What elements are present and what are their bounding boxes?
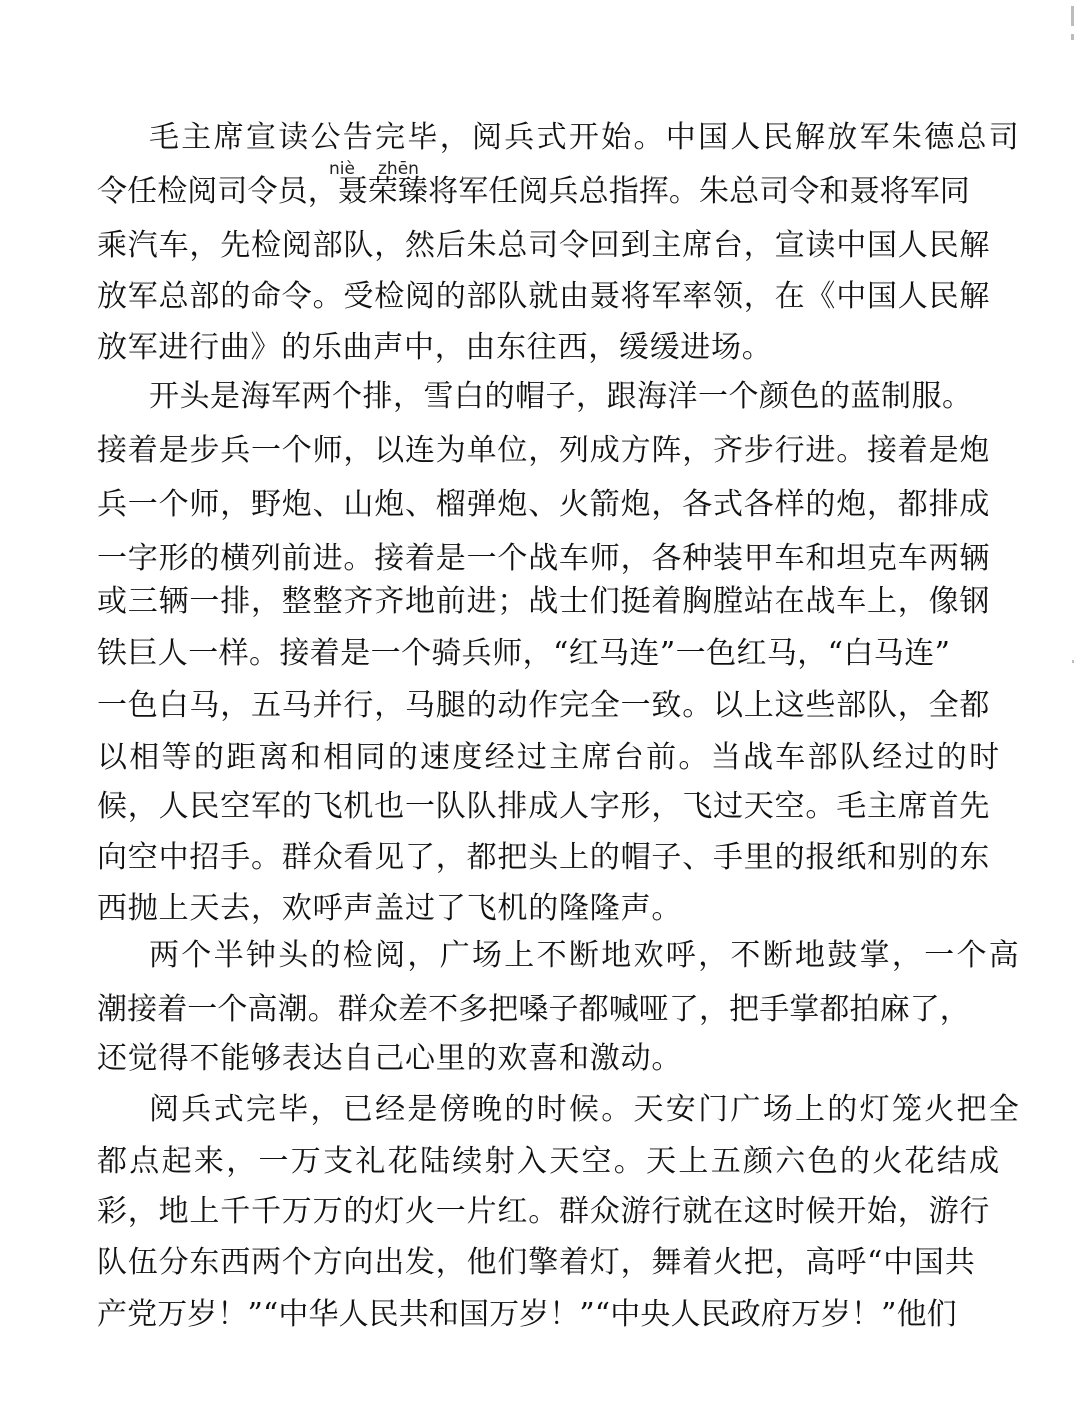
text-line: 铁巨人一样。接着是一个骑兵师，“红马连”一色红马，“白马连” (97, 636, 951, 671)
text-line: 向空中招手。群众看见了，都把头上的帽子、手里的报纸和别的东 (97, 840, 991, 875)
text-line: 或三辆一排，整整齐齐地前进；战士们挺着胸膛站在战车上，像钢 (97, 584, 991, 619)
text-line: 潮接着一个高潮。群众差不多把嗓子都喊哑了，把手掌都拍麻了， (97, 992, 970, 1027)
text-line: 放军进行曲》的乐曲声中，由东往西，缓缓进场。 (97, 330, 773, 365)
scan-edge-mark (1071, 34, 1074, 40)
scan-edge-mark (1072, 660, 1074, 663)
text-line: 还觉得不能够表达自己心里的欢喜和激动。 (97, 1041, 683, 1076)
pinyin-annotation-nie: niè (329, 159, 355, 179)
text-line: 产党万岁！”“中华人民共和国万岁！”“中央人民政府万岁！”他们 (97, 1297, 957, 1332)
text-line: 都点起来，一万支礼花陆续射入天空。天上五颜六色的火花结成 (97, 1144, 1002, 1179)
text-line: 队伍分东西两个方向出发，他们擎着灯，舞着火把，高呼“中国共 (97, 1245, 976, 1280)
text-line: 兵一个师，野炮、山炮、榴弹炮、火箭炮，各式各样的炮，都排成 (97, 487, 991, 522)
text-line: 乘汽车，先检阅部队，然后朱总司令回到主席台，宣读中国人民解 (97, 228, 991, 263)
text-line: 彩，地上千千万万的灯火一片红。群众游行就在这时候开始，游行 (97, 1194, 991, 1229)
text-line: 一字形的横列前进。接着是一个战车师，各种装甲车和坦克车两辆 (97, 541, 991, 576)
scan-edge-mark (1071, 6, 1074, 26)
text-line: 一色白马，五马并行，马腿的动作完全一致。以上这些部队，全都 (97, 688, 991, 723)
text-line: 西抛上天去，欢呼声盖过了飞机的隆隆声。 (97, 891, 683, 926)
text-line: 以相等的距离和相同的速度经过主席台前。当战车部队经过的时 (97, 740, 1002, 775)
text-line: 候，人民空军的飞机也一队队排成人字形，飞过天空。毛主席首先 (97, 789, 991, 824)
text-line: 放军总部的命令。受检阅的部队就由聂将军率领，在《中国人民解 (97, 279, 991, 314)
text-line: 接着是步兵一个师，以连为单位，列成方阵，齐步行进。接着是炮 (97, 433, 991, 468)
text-line: 阅兵式完毕，已经是傍晚的时候。天安门广场上的灯笼火把全 (149, 1092, 1022, 1127)
text-line: 毛主席宣读公告完毕，阅兵式开始。中国人民解放军朱德总司 (149, 120, 1022, 155)
text-line: 两个半钟头的检阅，广场上不断地欢呼，不断地鼓掌，一个高 (149, 938, 1022, 973)
pinyin-annotation-zhen: zhēn (378, 159, 419, 179)
text-line: 令任检阅司令员，聂荣臻将军任阅兵总指挥。朱总司令和聂将军同 (97, 174, 970, 209)
text-line: 开头是海军两个排，雪白的帽子，跟海洋一个颜色的蓝制服。 (149, 379, 973, 414)
